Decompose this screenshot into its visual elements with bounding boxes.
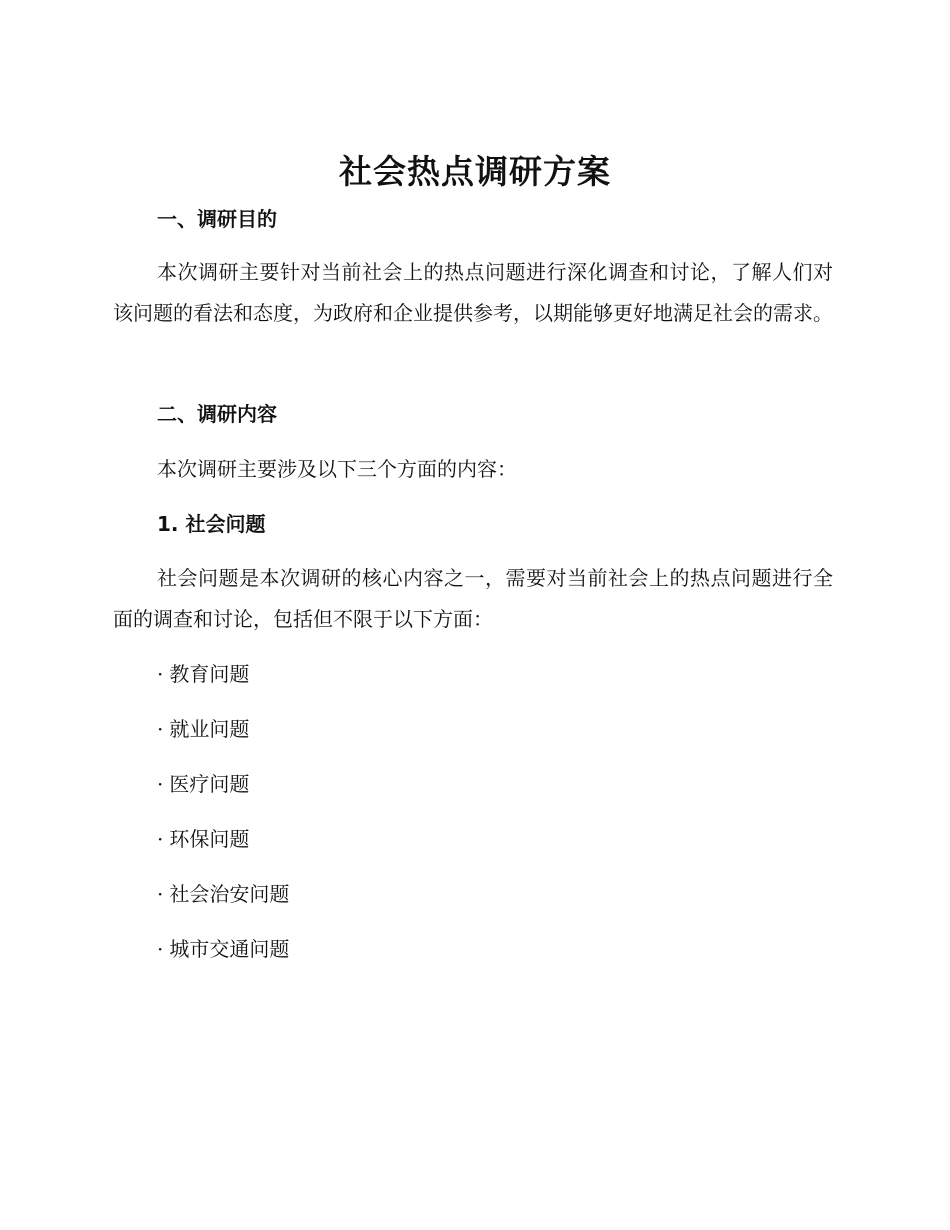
bullet-dot: · xyxy=(157,937,164,961)
list-item xyxy=(157,715,289,770)
social-issues-paragraph: 社会问题是本次调研的核心内容之一，需要对当前社会上的热点问题进行全面的调查和讨论，包括但不限于以下方面： xyxy=(113,566,833,631)
list-item xyxy=(157,825,289,880)
bullet-dot: · xyxy=(157,717,164,741)
list-item-label: 医疗问题 xyxy=(169,772,250,796)
section-heading-purpose: 一、调研目的 xyxy=(157,207,277,231)
bullet-dot: · xyxy=(157,827,164,851)
list-item-label: 社会治安问题 xyxy=(169,882,290,906)
bullet-dot: · xyxy=(157,772,164,796)
purpose-paragraph: 本次调研主要针对当前社会上的热点问题进行深化调查和讨论，了解人们对该问题的看法和态度，为政府和企业提供参考，以期能够更好地满足社会的需求。 xyxy=(113,260,833,325)
section-heading-content: 二、调研内容 xyxy=(157,402,277,426)
list-item xyxy=(157,935,289,990)
list-item-label: 城市交通问题 xyxy=(169,937,290,961)
subsection-heading-social-issues: 1. 社会问题 xyxy=(157,512,266,536)
bullet-dot: · xyxy=(157,882,164,906)
list-item-label: 教育问题 xyxy=(169,662,250,686)
issue-list xyxy=(157,660,289,990)
list-item-label: 环保问题 xyxy=(169,827,250,851)
bullet-dot: · xyxy=(157,662,164,686)
list-item xyxy=(157,880,289,935)
list-item-label: 就业问题 xyxy=(169,717,250,741)
list-item xyxy=(157,660,289,715)
list-item xyxy=(157,770,289,825)
content-intro: 本次调研主要涉及以下三个方面的内容： xyxy=(157,457,517,481)
page-title: 社会热点调研方案 xyxy=(339,152,611,191)
